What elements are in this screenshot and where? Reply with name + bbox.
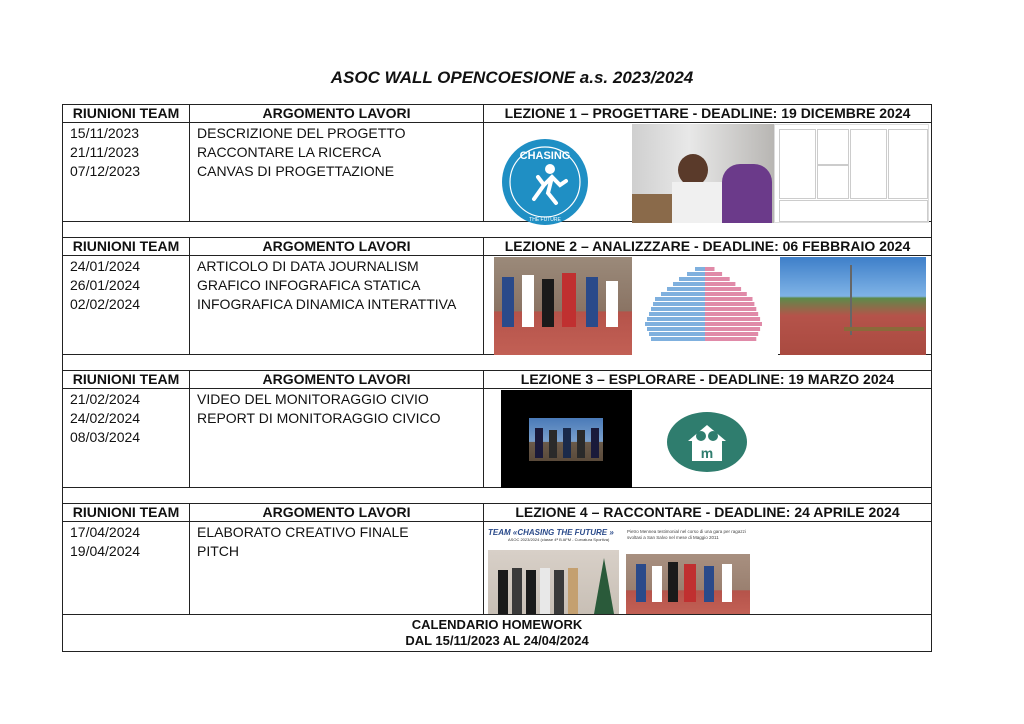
pyramid-bar-left bbox=[651, 337, 705, 341]
population-pyramid-chart bbox=[632, 257, 778, 355]
pyramid-bar-right bbox=[705, 282, 735, 286]
topic-item: VIDEO DEL MONITORAGGIO CIVIO bbox=[197, 391, 429, 407]
pyramid-bar-right bbox=[705, 337, 756, 341]
topics-header: ARGOMENTO LAVORI bbox=[190, 105, 484, 123]
lesson-2-body-row bbox=[63, 256, 932, 355]
footer-date-range: DAL 15/11/2023 AL 24/04/2024 bbox=[405, 633, 589, 648]
topic-item: ARTICOLO DI DATA JOURNALISM bbox=[197, 258, 419, 274]
logo-bottom-text: THE FUTURE bbox=[529, 217, 561, 223]
topic-item: INFOGRAFICA DINAMICA INTERATTIVA bbox=[197, 296, 457, 312]
lesson-4-title: LEZIONE 4 – RACCONTARE - DEADLINE: 24 APRILE 2024 bbox=[484, 504, 932, 522]
meeting-date: 19/04/2024 bbox=[70, 543, 141, 559]
pyramid-bar-right bbox=[705, 287, 741, 291]
pyramid-bar-right bbox=[705, 297, 753, 301]
topics-header: ARGOMENTO LAVORI bbox=[190, 238, 484, 256]
topic-item: DESCRIZIONE DEL PROGETTO bbox=[197, 125, 406, 141]
pyramid-bar-left bbox=[687, 272, 705, 276]
meetings-header: RIUNIONI TEAM bbox=[63, 371, 190, 389]
pyramid-bar-right bbox=[705, 317, 760, 321]
pyramid-bar-left bbox=[679, 277, 705, 281]
pyramid-bar-left bbox=[647, 317, 705, 321]
team-group-photo bbox=[488, 550, 619, 614]
pyramid-bar-left bbox=[649, 312, 705, 316]
chasing-the-future-logo bbox=[500, 137, 590, 227]
meeting-date: 24/02/2024 bbox=[70, 410, 141, 426]
topic-item: RACCONTARE LA RICERCA bbox=[197, 144, 382, 160]
topic-item: REPORT DI MONITORAGGIO CIVICO bbox=[197, 410, 441, 426]
topic-item: GRAFICO INFOGRAFICA STATICA bbox=[197, 277, 421, 293]
schedule-table bbox=[62, 104, 932, 652]
pyramid-bar-left bbox=[667, 287, 705, 291]
lesson-1-title: LEZIONE 1 – PROGETTARE - DEADLINE: 19 DICEMBRE 2024 bbox=[484, 105, 932, 123]
lesson-2-title: LEZIONE 2 – ANALIZZZARE - DEADLINE: 06 FEBBRAIO 2024 bbox=[484, 238, 932, 256]
pyramid-bar-left bbox=[655, 297, 705, 301]
pyramid-bar-left bbox=[645, 322, 705, 326]
spacer-row bbox=[63, 222, 932, 238]
pyramid-bar-left bbox=[647, 327, 705, 331]
meeting-date: 15/11/2023 bbox=[70, 125, 140, 141]
topic-item: ELABORATO CREATIVO FINALE bbox=[197, 524, 409, 540]
mennea-photo bbox=[626, 554, 750, 614]
pyramid-bar-left bbox=[649, 332, 705, 336]
lesson-1-body-row bbox=[63, 123, 932, 222]
pyramid-bar-right bbox=[705, 307, 756, 311]
pyramid-bar-right bbox=[705, 302, 754, 306]
meeting-date: 17/04/2024 bbox=[70, 524, 141, 540]
pyramid-bar-left bbox=[673, 282, 705, 286]
project-canvas-image bbox=[774, 124, 929, 223]
pyramid-bar-right bbox=[705, 327, 760, 331]
meetings-header: RIUNIONI TEAM bbox=[63, 238, 190, 256]
topic-item: CANVAS DI PROGETTAZIONE bbox=[197, 163, 395, 179]
poster-caption: Pietro Mennea testimonial nel corso di una gara per ragazzi svoltasi a San Salvo nel mese di Maggio 2011 bbox=[627, 529, 746, 540]
footer-title: CALENDARIO HOMEWORK bbox=[411, 617, 583, 632]
meetings-header: RIUNIONI TEAM bbox=[63, 504, 190, 522]
monithon-badge-icon bbox=[666, 411, 748, 473]
topics-header: ARGOMENTO LAVORI bbox=[190, 504, 484, 522]
topic-item: PITCH bbox=[197, 543, 239, 559]
meeting-date: 26/01/2024 bbox=[70, 277, 141, 293]
pyramid-bar-left bbox=[653, 302, 705, 306]
video-thumbnail bbox=[501, 390, 632, 488]
poster-subtitle: ASOC 2023/2024 (classe 4ª B AFM - Curvatura Sportiva) bbox=[508, 537, 610, 542]
poster-team-title: TEAM «CHASING THE FUTURE » bbox=[488, 528, 614, 537]
footer-row bbox=[63, 615, 932, 652]
lesson-3-title: LEZIONE 3 – ESPLORARE - DEADLINE: 19 MARZO 2024 bbox=[484, 371, 932, 389]
lesson-3-header-row bbox=[63, 371, 932, 389]
pyramid-bar-left bbox=[651, 307, 705, 311]
lesson-1-header-row bbox=[63, 105, 932, 123]
lesson-2-header-row bbox=[63, 238, 932, 256]
meetings-header: RIUNIONI TEAM bbox=[63, 105, 190, 123]
meeting-date: 02/02/2024 bbox=[70, 296, 141, 312]
pyramid-bar-right bbox=[705, 267, 715, 271]
athletics-track-photo bbox=[780, 257, 926, 355]
meeting-date: 07/12/2023 bbox=[70, 163, 141, 179]
topics-header: ARGOMENTO LAVORI bbox=[190, 371, 484, 389]
athletes-photo bbox=[494, 257, 632, 355]
pyramid-bar-left bbox=[661, 292, 705, 296]
pyramid-bar-right bbox=[705, 272, 722, 276]
pyramid-bar-right bbox=[705, 312, 758, 316]
pyramid-bar-right bbox=[705, 277, 730, 281]
lesson-4-header-row bbox=[63, 504, 932, 522]
meeting-date: 21/02/2024 bbox=[70, 391, 141, 407]
spacer-row bbox=[63, 355, 932, 371]
badge-letter: m bbox=[700, 445, 714, 461]
classroom-photo bbox=[632, 124, 774, 223]
meeting-date: 08/03/2024 bbox=[70, 429, 141, 445]
logo-top-text: CHASING bbox=[519, 150, 571, 162]
pyramid-bar-right bbox=[705, 292, 747, 296]
meeting-date: 21/11/2023 bbox=[70, 144, 140, 160]
document-title: ASOC WALL OPENCOESIONE a.s. 2023/2024 bbox=[330, 68, 694, 87]
meeting-date: 24/01/2024 bbox=[70, 258, 141, 274]
pyramid-bar-right bbox=[705, 322, 762, 326]
spacer-row bbox=[63, 488, 932, 504]
pyramid-bar-left bbox=[695, 267, 705, 271]
lesson-4-body-row bbox=[63, 522, 932, 615]
lesson-3-body-row bbox=[63, 389, 932, 488]
pyramid-bar-right bbox=[705, 332, 758, 336]
